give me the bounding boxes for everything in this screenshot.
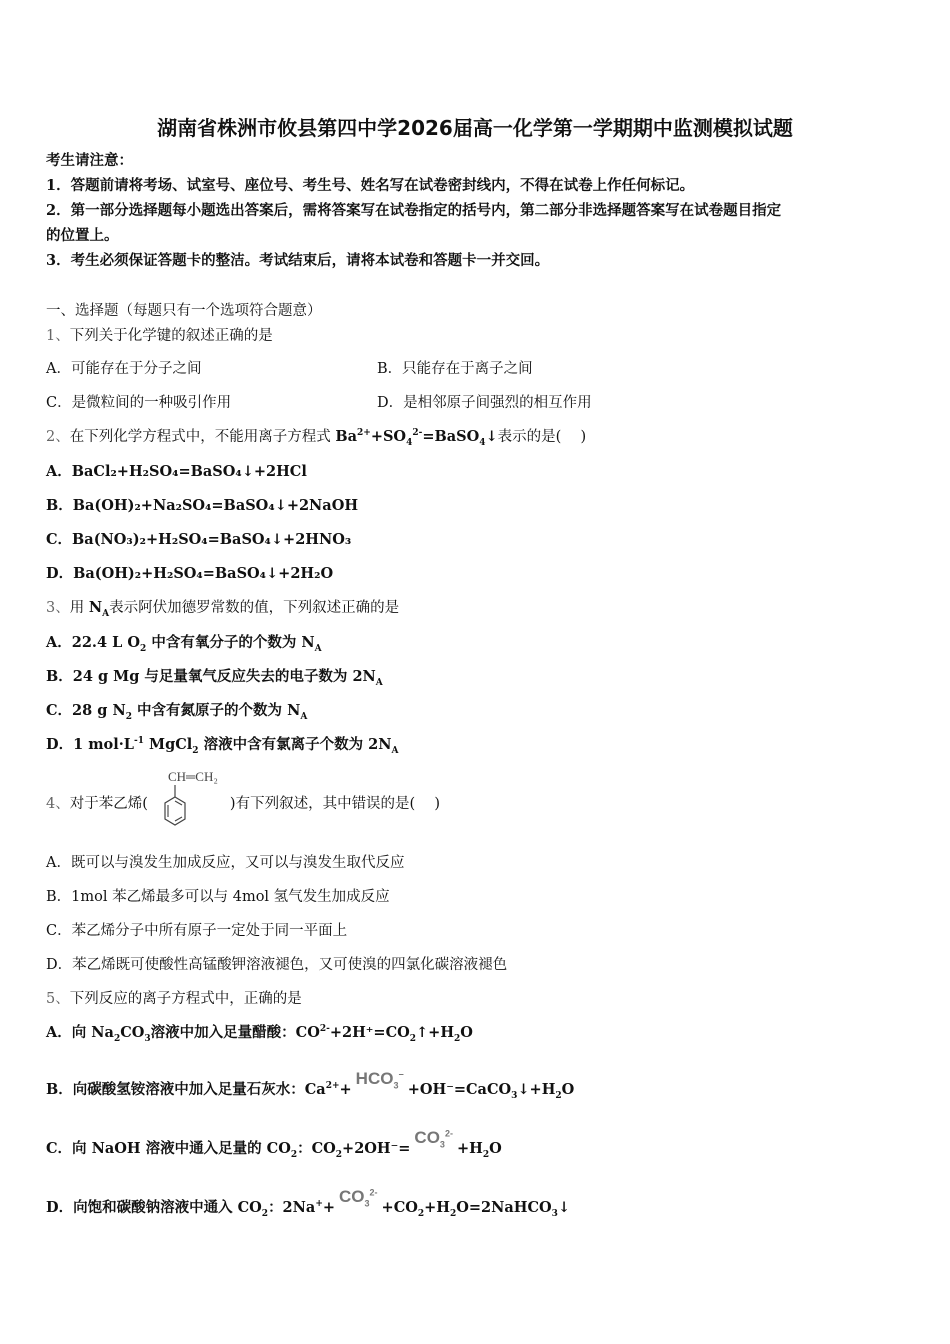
notice-item-3: 3．考生必须保证答题卡的整洁。考试结束后，请将本试卷和答题卡一并交回。 [46, 252, 550, 269]
notice-item-1: 1．答题前请将考场、试室号、座位号、考生号、姓名写在试卷密封线内，不得在试卷上作任何标记。 [46, 177, 695, 194]
carbonate-ion-image: $CO_3^{2-}$ [414, 1128, 453, 1150]
q5-option-b: B．向碳酸氢铵溶液中加入足量石灰水：$Ca^{2+}+HCO_3^-+OH^-=CaCO_3↓+H_2O$ [46, 1069, 575, 1101]
question-stem: 在下列化学方程式中，不能用离子方程式 [69, 429, 336, 445]
q2-option-d: D．Ba(OH)₂+H₂SO₄=BaSO₄↓+2H₂O [46, 565, 334, 582]
page-title: 湖南省株洲市攸县第四中学2026届高一化学第一学期期中监测模拟试题 [157, 116, 793, 140]
question-2 [46, 427, 586, 447]
q1-option-d: D．是相邻原子间强烈的相互作用 [377, 395, 592, 411]
q2-option-c: C．Ba(NO₃)₂+H₂SO₄=BaSO₄↓+2HNO₃ [46, 531, 352, 548]
q5-option-d: D．向饱和碳酸钠溶液中通入 $CO_2$：$2Na^++CO_3^{2-}+CO_2+H_2O=2NaHCO_3↓$ [46, 1187, 571, 1219]
q3-option-a: A．22.4 L $O_2$ 中含有氧分子的个数为 $N_A$ [46, 634, 322, 654]
question-stem-end: 表示阿伏加德罗常数的值，下列叙述正确的是 [109, 600, 400, 616]
q5-option-a: A．向 $Na_2CO_3$溶液中加入足量醋酸：$CO^{2-}+2H^+=CO_2↑+H_2O$ [46, 1024, 473, 1044]
q5-option-c: C．向 NaOH 溶液中通入足量的 $CO_2$：$CO_2+2OH^-=CO_3^{2-}+H_2O$ [46, 1128, 502, 1160]
question-3 [46, 598, 399, 618]
q4-option-c: C．苯乙烯分子中所有原子一定处于同一平面上 [46, 923, 348, 939]
question-stem: 下列关于化学键的叙述正确的是 [69, 328, 273, 344]
q1-option-b: B．只能存在于离子之间 [377, 361, 533, 377]
q2-option-a: A．BaCl₂+H₂SO₄=BaSO₄↓+2HCl [46, 463, 307, 480]
q4-option-d: D．苯乙烯既可使酸性高锰酸钾溶液褪色，又可使溴的四氯化碳溶液褪色 [46, 957, 508, 973]
section-heading: 一、选择题（每题只有一个选项符合题意） [46, 303, 322, 319]
carbonate-ion-image: $CO_3^{2-}$ [339, 1187, 378, 1209]
question-stem: 对于苯乙烯( [69, 796, 148, 812]
question-stem-end: )有下列叙述，其中错误的是( ) [229, 796, 440, 812]
q3-option-b: B．24 g Mg 与足量氧气反应失去的电子数为 $2N_A$ [46, 668, 383, 688]
question-5 [46, 989, 302, 1009]
question-number: 5、 [46, 991, 70, 1007]
q4-option-a: A．既可以与溴发生加成反应，又可以与溴发生取代反应 [46, 855, 405, 871]
question-number: 2、 [46, 429, 70, 445]
notice-heading: 考生请注意： [46, 152, 133, 169]
q2-option-b: B．Ba(OH)₂+Na₂SO₄=BaSO₄↓+2NaOH [46, 497, 359, 514]
question-stem: 用 [69, 600, 89, 616]
bicarbonate-ion-image: $HCO_3^-$ [355, 1069, 404, 1091]
q1-option-a: A．可能存在于分子之间 [46, 361, 202, 377]
notice-item-2-cont: 的位置上。 [46, 227, 119, 244]
q3-option-c: C．28 g $N_2$ 中含有氮原子的个数为 $N_A$ [46, 702, 308, 722]
question-number: 3、 [46, 600, 70, 616]
q1-option-c: C．是微粒间的一种吸引作用 [46, 395, 232, 411]
styrene-vinyl-label: CH═CH₂ [168, 769, 218, 784]
avogadro-symbol: $N_A$ [88, 599, 110, 619]
question-4 [46, 794, 440, 814]
ionic-equation: $Ba^{2+}+SO_4^{2-}=BaSO_4↓$ [335, 428, 498, 448]
question-1 [46, 326, 273, 346]
question-number: 1、 [46, 328, 70, 344]
q4-option-b: B．1mol 苯乙烯最多可以与 4mol 氢气发生加成反应 [46, 889, 390, 905]
question-stem-end: 表示的是( ) [497, 429, 587, 445]
notice-item-2: 2．第一部分选择题每小题选出答案后，需将答案写在试卷指定的括号内，第二部分非选择题答案写在试卷题目指定 [46, 202, 782, 219]
q3-option-d: D．1 $mol\cdot L^{-1}$ MgCl$_2$ 溶液中含有氯离子个数为 $2N_A$ [46, 736, 399, 756]
styrene-structure-image [158, 767, 240, 831]
question-stem: 下列反应的离子方程式中，正确的是 [69, 991, 302, 1007]
question-number: 4、 [46, 796, 70, 812]
